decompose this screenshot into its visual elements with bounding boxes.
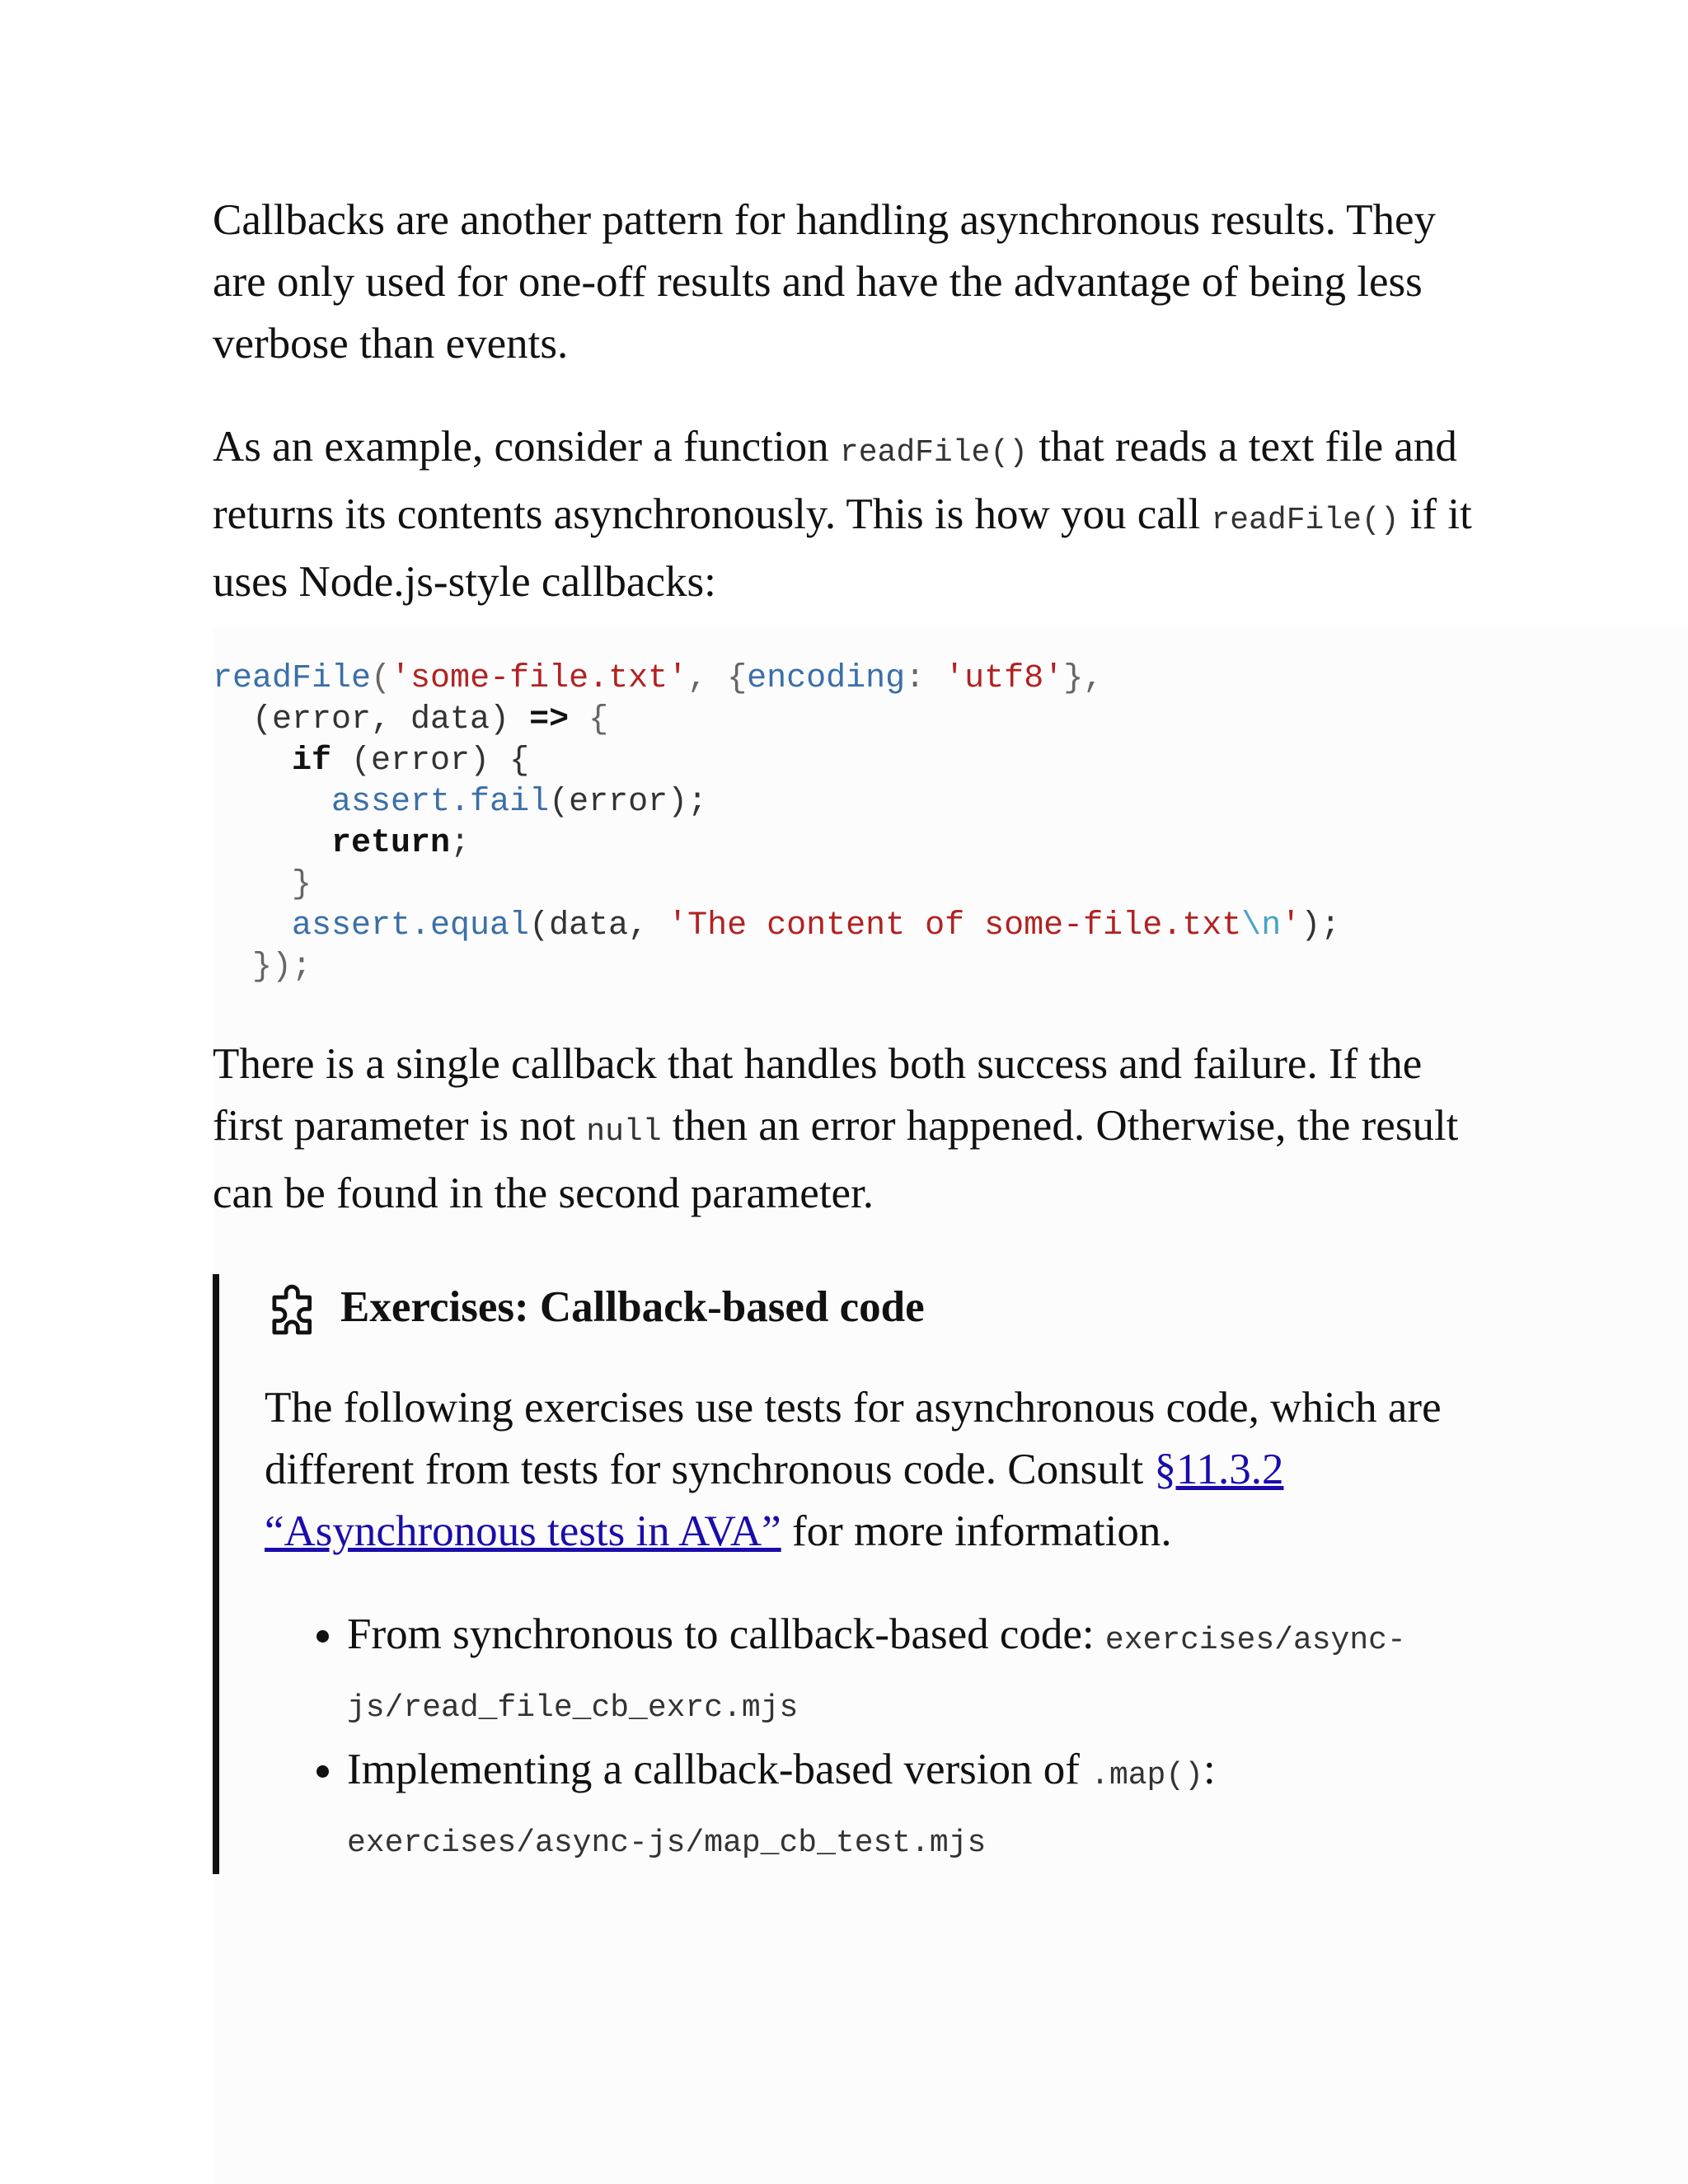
paragraph-explanation (213, 1033, 1482, 1225)
code-token: ( (371, 660, 392, 697)
inline-code: .map() (1090, 1758, 1203, 1793)
code-token: assert.fail (331, 784, 550, 821)
code-token: ; (450, 825, 471, 862)
paragraph-intro: Callbacks are another pattern for handling asynchronous results. They are only used for one-off results and have the advantage of being less verbose than events. (213, 196, 1437, 368)
paragraph-text: if it uses Node.js-style callbacks: (213, 490, 1472, 606)
paragraph-text: then an error happened. Otherwise, the result can be found in the second parameter. (213, 1102, 1459, 1217)
paragraph-text: As an example, consider a function (213, 423, 840, 471)
code-token: => (529, 701, 570, 738)
exercises-list (265, 1604, 1482, 1874)
code-token: 'utf8' (945, 660, 1064, 697)
code-token: (error) { (331, 743, 530, 780)
exercises-heading (265, 1274, 1482, 1340)
code-token: encoding (747, 660, 906, 697)
exercises-title: Exercises: Callback-based code (340, 1283, 925, 1331)
code-token: , { (687, 660, 748, 697)
code-token: ); (1301, 907, 1341, 944)
exercises-box (213, 1274, 1482, 1874)
exercises-description (265, 1377, 1482, 1563)
puzzle-icon (265, 1276, 327, 1338)
code-token: if (292, 743, 332, 780)
code-token: }); (213, 949, 312, 986)
paragraph-text: that reads a text file and returns its contents asynchronously. This is how you call (213, 423, 1457, 538)
code-token: } (213, 866, 312, 903)
code-token: (error, data) (213, 701, 530, 738)
paragraph-text: for more information. (781, 1507, 1172, 1555)
ava-async-tests-link[interactable]: §11.3.2 “Asynchronous tests in AVA” (265, 1446, 1284, 1555)
paragraph-example (213, 416, 1482, 613)
code-token: : (905, 660, 945, 697)
paragraph-text: There is a single callback that handles both success and failure. If the first parameter is not (213, 1040, 1423, 1150)
code-token: }, (1063, 660, 1104, 697)
code-token: 'some-file.txt' (391, 660, 688, 697)
list-item (347, 1739, 1482, 1874)
exercise-file-path: exercises/async-js/read_file_cb_exrc.mjs (347, 1623, 1406, 1726)
paragraph-text: The following exercises use tests for asynchronous code, which are different from tests for synchronous code. Consult (265, 1384, 1442, 1493)
code-token: 'The content of some-file.txt (668, 907, 1242, 944)
exercise-text: : (1203, 1746, 1216, 1793)
code-token: { (569, 701, 609, 738)
exercise-file-path: exercises/async-js/map_cb_test.mjs (347, 1825, 987, 1861)
code-token: ' (1281, 907, 1301, 944)
code-token: (data, (529, 907, 668, 944)
inline-code: null (586, 1114, 662, 1150)
exercise-text: From synchronous to callback-based code: (347, 1610, 1105, 1658)
exercise-text: Implementing a callback-based version of (347, 1746, 1091, 1793)
code-token: return (331, 825, 451, 862)
code-block (213, 658, 1482, 988)
code-token: (error); (549, 784, 708, 821)
document-content (213, 190, 1482, 1874)
inline-code: readFile() (1211, 503, 1400, 538)
code-token: \n (1241, 907, 1282, 944)
code-token: assert.equal (292, 907, 530, 944)
list-item (347, 1604, 1482, 1739)
code-token: readFile (213, 660, 372, 697)
inline-code: readFile() (839, 435, 1028, 471)
